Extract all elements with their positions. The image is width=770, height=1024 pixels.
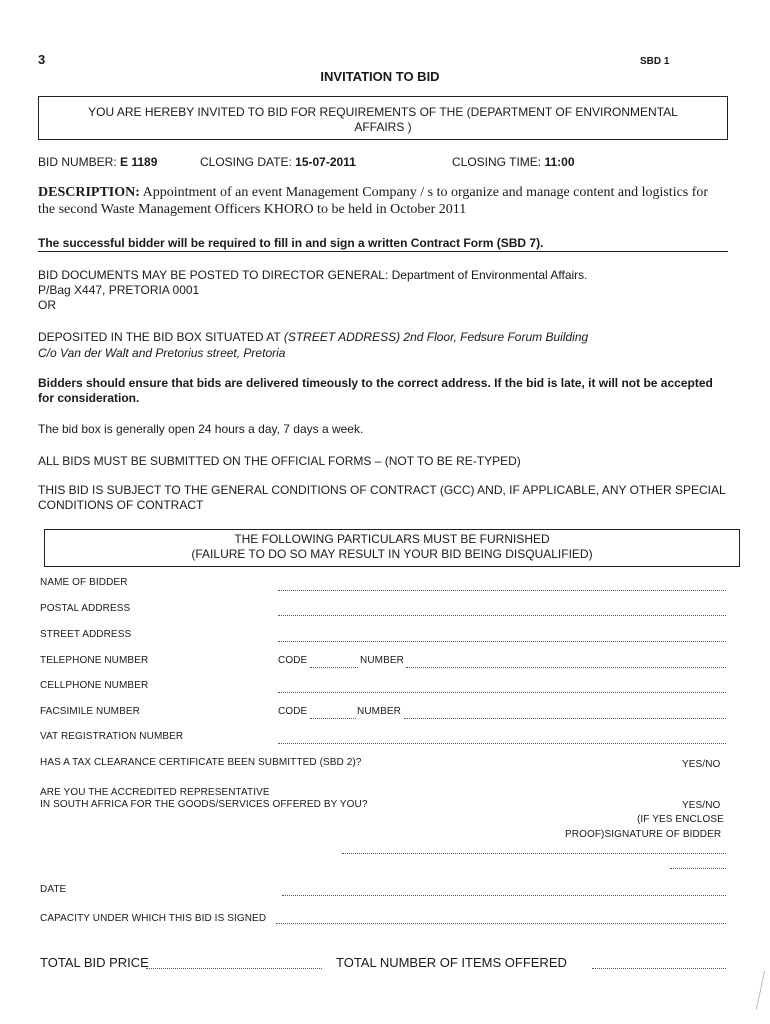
deposited-line-1-a: DEPOSITED IN THE BID BOX SITUATED AT	[38, 330, 281, 344]
gcc-note: THIS BID IS SUBJECT TO THE GENERAL CONDITIONS OF CONTRACT (GCC) AND, IF APPLICABLE, ANY OTHER SPECIAL CONDITIONS OF CONTRACT	[38, 483, 726, 512]
facsimile-code-field[interactable]	[310, 718, 356, 719]
posted-line-1: BID DOCUMENTS MAY BE POSTED TO DIRECTOR GENERAL: Department of Environmental Affairs.	[38, 268, 588, 282]
telephone-code-field[interactable]	[310, 667, 358, 668]
total-items-label: TOTAL NUMBER OF ITEMS OFFERED	[336, 955, 567, 970]
closing-time-label: CLOSING TIME:	[452, 155, 542, 169]
vat-registration-label: VAT REGISTRATION NUMBER	[40, 731, 184, 742]
vat-registration-field[interactable]	[278, 743, 726, 744]
total-bid-price-field[interactable]	[146, 968, 322, 969]
contract-note: The successful bidder will be required to fill in and sign a written Contract Form (SBD 7).	[38, 236, 728, 252]
invite-box	[38, 96, 728, 140]
particulars-line-1: THE FOLLOWING PARTICULARS MUST BE FURNISHED	[234, 532, 550, 546]
street-address-label: STREET ADDRESS	[40, 629, 132, 640]
cellphone-number-label: CELLPHONE NUMBER	[40, 680, 149, 691]
box-open-note: The bid box is generally open 24 hours a day, 7 days a week.	[38, 422, 364, 436]
telephone-code-label: CODE	[278, 655, 308, 666]
deposited-line-1-b: (STREET ADDRESS) 2nd Floor, Fedsure Forum Building	[283, 330, 589, 344]
invite-text: YOU ARE HEREBY INVITED TO BID FOR REQUIREMENTS OF THE (DEPARTMENT OF ENVIRONMENTAL AFFAIRS )	[88, 105, 678, 134]
facsimile-number-sub-label: NUMBER	[357, 706, 401, 717]
page-title: INVITATION TO BID	[320, 69, 440, 84]
facsimile-code-label: CODE	[278, 706, 308, 717]
accredited-question-line-1: ARE YOU THE ACCREDITED REPRESENTATIVE	[40, 787, 270, 798]
deposit-info	[38, 329, 588, 361]
proof-signature-label: PROOF)SIGNATURE OF BIDDER	[565, 829, 722, 840]
closing-time-value: 11:00	[544, 155, 575, 169]
posted-line-2: P/Bag X447, PRETORIA 0001	[38, 283, 200, 297]
if-yes-enclose: (IF YES ENCLOSE	[637, 814, 724, 825]
bid-number-value: E 1189	[120, 155, 158, 169]
telephone-number-field[interactable]	[406, 667, 726, 668]
timeous-note: Bidders should ensure that bids are delivered timeously to the correct address. If the bid is late, it will not be accepted for consideration.	[38, 376, 713, 405]
signature-field-extra[interactable]	[670, 868, 726, 869]
tax-clearance-question: HAS A TAX CLEARANCE CERTIFICATE BEEN SUBMITTED (SBD 2)?	[40, 757, 362, 768]
facsimile-number-label: FACSIMILE NUMBER	[40, 706, 140, 717]
accredited-yes-no[interactable]: YES/NO	[682, 800, 721, 811]
accredited-question-line-2: IN SOUTH AFRICA FOR THE GOODS/SERVICES OFFERED BY YOU?	[40, 799, 368, 810]
cellphone-number-field[interactable]	[278, 692, 726, 693]
accredited-question	[40, 787, 368, 811]
deposited-line-1	[38, 329, 588, 345]
facsimile-number-field[interactable]	[404, 718, 726, 719]
name-of-bidder-label: NAME OF BIDDER	[40, 577, 128, 588]
closing-date-value: 15-07-2011	[295, 155, 356, 169]
deposited-line-2: C/o Van der Walt and Pretorius street, Pretoria	[38, 346, 286, 360]
page-number: 3	[38, 52, 46, 67]
form-code: SBD 1	[640, 56, 670, 67]
closing-date-row	[200, 155, 356, 169]
bid-number-row	[38, 155, 157, 169]
postal-address-label: POSTAL ADDRESS	[40, 603, 131, 614]
name-of-bidder-field[interactable]	[278, 590, 726, 591]
telephone-number-sub-label: NUMBER	[360, 655, 404, 666]
posted-line-3: OR	[38, 298, 56, 312]
date-label: DATE	[40, 884, 67, 895]
telephone-number-label: TELEPHONE NUMBER	[40, 655, 149, 666]
total-items-field[interactable]	[592, 968, 726, 969]
closing-time-row	[452, 155, 575, 169]
capacity-label: CAPACITY UNDER WHICH THIS BID IS SIGNED	[40, 913, 267, 924]
description-label: DESCRIPTION:	[38, 185, 140, 200]
capacity-field[interactable]	[276, 923, 726, 924]
official-forms-note: ALL BIDS MUST BE SUBMITTED ON THE OFFICIAL FORMS – (NOT TO BE RE-TYPED)	[38, 454, 521, 468]
bid-number-label: BID NUMBER:	[38, 155, 117, 169]
closing-date-label: CLOSING DATE:	[200, 155, 292, 169]
date-field[interactable]	[282, 895, 726, 896]
total-bid-price-label: TOTAL BID PRICE	[40, 955, 149, 970]
street-address-field[interactable]	[278, 641, 726, 642]
scan-edge-mark	[756, 970, 765, 1009]
postal-address-field[interactable]	[278, 615, 726, 616]
description-text: Appointment of an event Management Company / s to organize and manage content and logistics for the second Waste Management Officers KHORO to be held in October 2011	[38, 185, 709, 217]
tax-clearance-yes-no[interactable]: YES/NO	[682, 759, 721, 770]
signature-field[interactable]	[342, 853, 726, 854]
posting-info	[38, 268, 588, 313]
description	[38, 184, 728, 218]
particulars-box	[44, 529, 740, 567]
particulars-line-2: (FAILURE TO DO SO MAY RESULT IN YOUR BID BEING DISQUALIFIED)	[191, 547, 593, 561]
